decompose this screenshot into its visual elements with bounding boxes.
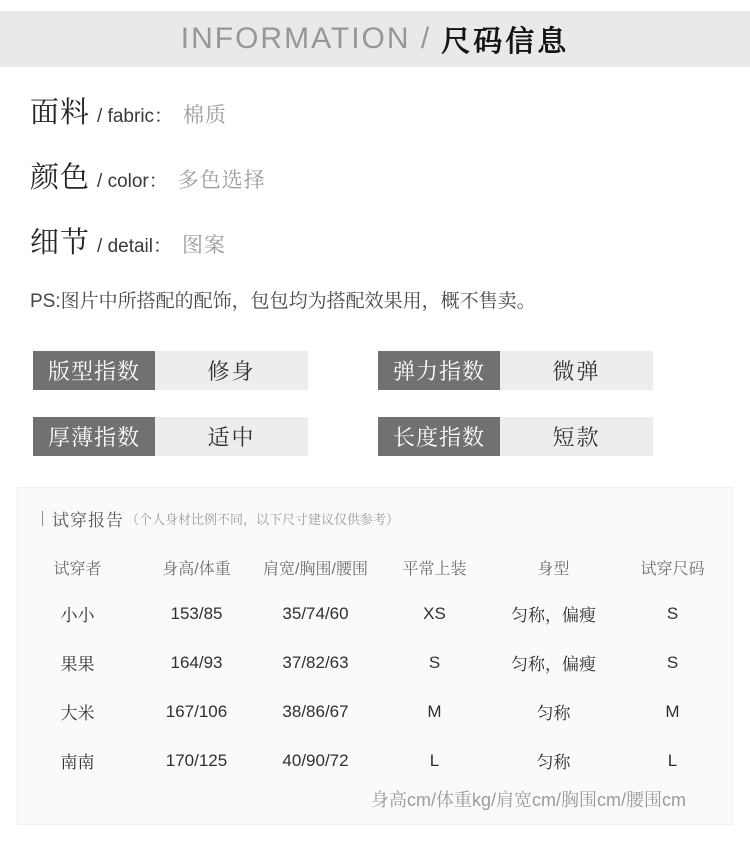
cell-height-weight: 153/85 — [170, 603, 223, 623]
banner-title-zh: 尺码信息 — [441, 25, 570, 58]
attribute-list — [30, 90, 750, 261]
units-footnote: 身高cm/体重kg/肩宽cm/胸围cm/腰围cm — [371, 790, 686, 810]
fitting-report-panel — [17, 487, 733, 825]
index-value: 适中 — [155, 417, 308, 456]
cell-usual-size: S — [428, 652, 441, 672]
banner-title-en: INFORMATION / — [180, 22, 432, 55]
index-value: 微弹 — [500, 351, 653, 390]
attribute-label: 细节 — [30, 227, 91, 259]
attribute-value: 多色选择 — [177, 169, 266, 192]
index-item-thickness — [33, 417, 308, 456]
cell-usual-size: M — [427, 701, 442, 721]
cell-body-shape: 匀称，偏瘦 — [511, 606, 596, 625]
vertical-bar-divider — [42, 511, 43, 526]
cell-tried-size: S — [666, 603, 679, 623]
attribute-row-color — [30, 155, 750, 196]
attribute-value: 图案 — [182, 234, 226, 257]
table-row — [18, 638, 732, 687]
index-item-fit — [33, 351, 308, 390]
col-header-usual-size: 平常上装 — [402, 560, 467, 578]
cell-height-weight: 167/106 — [165, 701, 228, 721]
cell-tester: 果果 — [60, 655, 95, 674]
index-label: 弹力指数 — [378, 351, 500, 390]
cell-body-shape: 匀称 — [536, 753, 571, 772]
attribute-label: 颜色 — [30, 162, 91, 194]
attribute-label: 面料 — [30, 97, 91, 129]
table-row — [18, 687, 732, 736]
cell-height-weight: 164/93 — [170, 652, 223, 672]
index-label: 长度指数 — [378, 417, 500, 456]
col-header-height-weight: 身高/体重 — [162, 560, 231, 578]
fitting-report-subtitle: （个人身材比例不同，以下尺寸建议仅供参考） — [126, 512, 400, 527]
cell-tester: 大米 — [60, 704, 95, 723]
index-item-stretch — [378, 351, 653, 390]
index-label: 厚薄指数 — [33, 417, 155, 456]
index-value: 短款 — [500, 417, 653, 456]
cell-measurements: 40/90/72 — [282, 750, 349, 770]
cell-height-weight: 170/125 — [165, 750, 228, 770]
attribute-value: 棉质 — [183, 104, 228, 127]
col-header-tried-size: 试穿尺码 — [640, 560, 705, 578]
cell-tried-size: S — [666, 652, 679, 672]
cell-usual-size: XS — [423, 603, 446, 623]
cell-tester: 小小 — [60, 606, 95, 625]
index-value: 修身 — [155, 351, 308, 390]
attribute-row-detail — [30, 220, 750, 261]
cell-body-shape: 匀称 — [536, 704, 571, 723]
cell-usual-size: L — [429, 750, 440, 770]
ps-disclaimer: PS:图片中所搭配的配饰，包包均为搭配效果用，概不售卖。 — [30, 291, 536, 312]
attribute-sublabel: / fabric： — [97, 106, 174, 127]
fitting-report-header — [18, 488, 732, 531]
attribute-sublabel: / detail： — [97, 236, 172, 257]
col-header-measurements: 肩宽/胸围/腰围 — [263, 560, 368, 578]
cell-measurements: 35/74/60 — [282, 603, 349, 623]
col-header-body-shape: 身型 — [537, 560, 570, 578]
attribute-row-fabric — [30, 90, 750, 131]
index-grid — [33, 351, 750, 456]
table-row — [18, 736, 732, 785]
attribute-sublabel: / color： — [97, 171, 168, 192]
index-label: 版型指数 — [33, 351, 155, 390]
cell-measurements: 37/82/63 — [282, 652, 349, 672]
size-info-banner — [0, 11, 750, 67]
col-header-tester: 试穿者 — [53, 560, 102, 578]
index-item-length — [378, 417, 653, 456]
cell-body-shape: 匀称，偏瘦 — [511, 655, 596, 674]
fitting-report-table — [18, 545, 732, 785]
cell-measurements: 38/86/67 — [282, 701, 349, 721]
cell-tester: 南南 — [60, 753, 95, 772]
fitting-report-title: 试穿报告 — [52, 511, 124, 530]
cell-tried-size: L — [667, 750, 678, 770]
cell-tried-size: M — [665, 701, 680, 721]
table-row — [18, 589, 732, 638]
table-header-row — [18, 545, 732, 589]
